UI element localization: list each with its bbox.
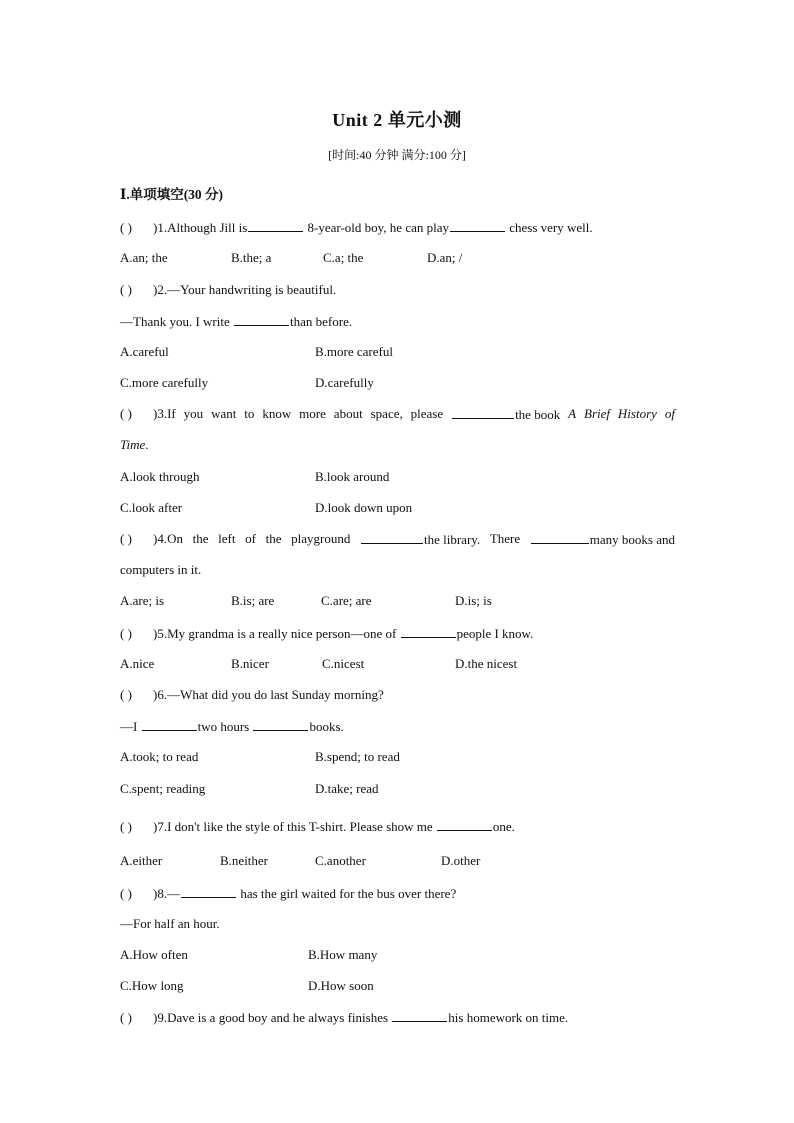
- answer-paren: ( ): [120, 687, 132, 702]
- option-a: A.an; the: [120, 250, 168, 265]
- option-d: D.the nicest: [455, 656, 518, 671]
- option-c: C.more carefully: [120, 375, 209, 390]
- question-1: ( ) )1.Although Jill is 8-year-old boy, he can play chess very well.: [120, 220, 593, 235]
- option-d: D.an; /: [427, 250, 463, 265]
- blank: [452, 406, 514, 419]
- question-2: ( ) )2.—Your handwriting is beautiful.: [120, 282, 337, 297]
- question-3: ( ) )3.If you want to know more about space, please the book A Brief History of: [120, 406, 675, 422]
- option-c: C.another: [315, 853, 366, 868]
- question-4-cont: computers in it.: [120, 562, 202, 577]
- option-b: B.nicer: [231, 656, 269, 671]
- question-9: ( ) )9.Dave is a good boy and he always finishes his homework on time.: [120, 1010, 569, 1025]
- option-d: D.is; is: [455, 593, 492, 608]
- blank: [253, 718, 308, 731]
- option-c: C.look after: [120, 500, 183, 515]
- question-6-reply: —I two hours books.: [120, 719, 344, 734]
- option-c: C.How long: [120, 978, 184, 993]
- option-d: D.take; read: [315, 781, 379, 796]
- option-a: A.nice: [120, 656, 155, 671]
- blank: [234, 313, 289, 326]
- exam-info: [时间:40 分钟 满分:100 分]: [328, 148, 466, 162]
- question-4: ( ) )4.On the left of the playground the library. There many books and: [120, 531, 675, 547]
- answer-paren: ( ): [120, 1010, 132, 1025]
- option-d: D.carefully: [315, 375, 374, 390]
- option-a: A.are; is: [120, 593, 165, 608]
- option-a: A.How often: [120, 947, 188, 962]
- option-b: B.more careful: [315, 344, 393, 359]
- option-d: D.other: [441, 853, 481, 868]
- option-a: A.careful: [120, 344, 169, 359]
- answer-paren: ( ): [120, 531, 132, 546]
- question-8-reply: —For half an hour.: [120, 916, 220, 931]
- option-b: B.the; a: [231, 250, 272, 265]
- option-b: B.neither: [220, 853, 269, 868]
- option-b: B.is; are: [231, 593, 275, 608]
- question-7: ( ) )7.I don't like the style of this T-shirt. Please show me one.: [120, 819, 515, 834]
- blank: [392, 1009, 447, 1022]
- blank: [437, 818, 492, 831]
- option-c: C.a; the: [323, 250, 364, 265]
- option-c: C.are; are: [321, 593, 372, 608]
- blank: [181, 885, 236, 898]
- question-2-reply: —Thank you. I write than before.: [120, 314, 353, 329]
- option-b: B.look around: [315, 469, 390, 484]
- blank: [248, 219, 303, 232]
- question-5: ( ) )5.My grandma is a really nice person—one of people I know.: [120, 626, 534, 641]
- page-title: Unit 2 单元小测: [332, 110, 462, 130]
- answer-paren: ( ): [120, 282, 132, 297]
- question-6: ( ) )6.—What did you do last Sunday morning?: [120, 687, 384, 702]
- option-d: D.How soon: [308, 978, 374, 993]
- section-heading: Ⅰ.单项填空(30 分): [120, 187, 224, 202]
- question-3-cont: Time.: [120, 437, 149, 452]
- option-d: D.look down upon: [315, 500, 413, 515]
- answer-paren: ( ): [120, 886, 132, 901]
- option-c: C.nicest: [322, 656, 365, 671]
- answer-paren: ( ): [120, 819, 132, 834]
- option-a: A.either: [120, 853, 163, 868]
- answer-paren: ( ): [120, 406, 132, 421]
- option-a: A.look through: [120, 469, 200, 484]
- option-c: C.spent; reading: [120, 781, 206, 796]
- blank: [401, 625, 456, 638]
- blank: [361, 531, 423, 544]
- blank: [450, 219, 505, 232]
- blank: [142, 718, 197, 731]
- option-b: B.spend; to read: [315, 749, 400, 764]
- option-b: B.How many: [308, 947, 378, 962]
- answer-paren: ( ): [120, 626, 132, 641]
- question-8: ( ) )8.— has the girl waited for the bus over there?: [120, 886, 457, 901]
- answer-paren: ( ): [120, 220, 132, 235]
- option-a: A.took; to read: [120, 749, 199, 764]
- blank: [531, 531, 589, 544]
